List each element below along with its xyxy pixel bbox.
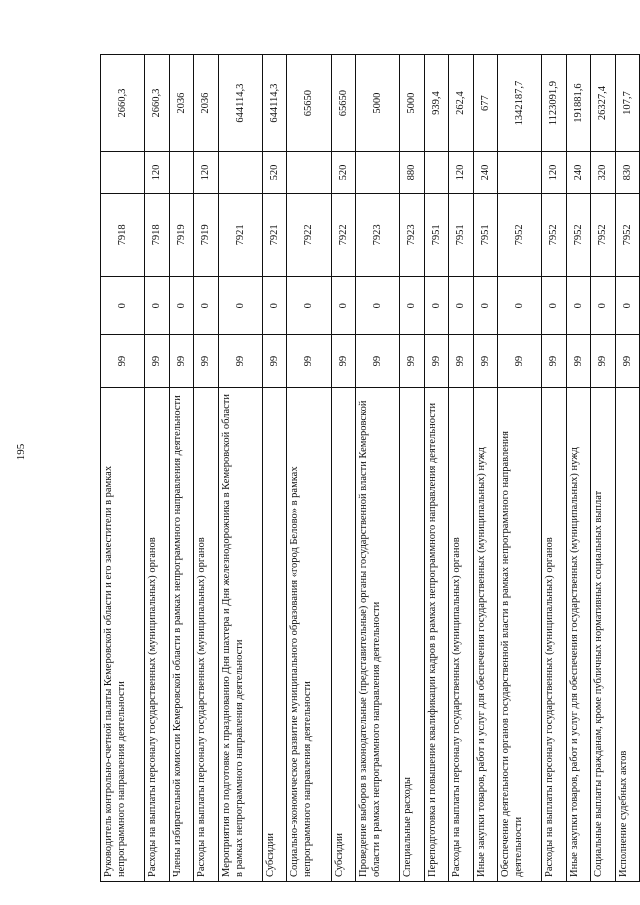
row-description: Члены избирательной комиссии Кемеровской области в рамках непрограммного направления деятельности: [169, 388, 193, 882]
subsection-code: 0: [497, 277, 541, 335]
amount: 191881,6: [566, 55, 590, 152]
section-code: 99: [145, 335, 169, 388]
target-article-code: 7951: [473, 193, 497, 276]
amount: 1123091,9: [542, 55, 566, 152]
table-row: [218, 55, 262, 882]
subsection-code: 0: [449, 277, 473, 335]
row-description: Расходы на выплаты персоналу государственных (муниципальных) органов: [449, 388, 473, 882]
subsection-code: 0: [591, 277, 615, 335]
expense-type-code: 240: [566, 152, 590, 194]
section-code: 99: [356, 335, 400, 388]
amount: 5000: [400, 55, 424, 152]
table-row: [262, 55, 286, 882]
section-code: 99: [194, 335, 218, 388]
section-code: 99: [331, 335, 355, 388]
section-code: 99: [566, 335, 590, 388]
subsection-code: 0: [566, 277, 590, 335]
table-row: [449, 55, 473, 882]
section-code: 99: [497, 335, 541, 388]
expense-type-code: [287, 152, 331, 194]
row-description: Переподготовка и повышение квалификации кадров в рамках непрограммного направления деятельности: [424, 388, 448, 882]
section-code: 99: [591, 335, 615, 388]
subsection-code: 0: [194, 277, 218, 335]
expense-type-code: [497, 152, 541, 194]
rotated-budget-table-container: [100, 54, 640, 882]
subsection-code: 0: [424, 277, 448, 335]
table-row: [497, 55, 541, 882]
subsection-code: 0: [356, 277, 400, 335]
expense-type-code: 120: [542, 152, 566, 194]
section-code: 99: [542, 335, 566, 388]
row-description: Проведение выборов в законодательные (представительные) органы государственной власти Кемеровской области в рамках непрограммного направления деятельности: [356, 388, 400, 882]
target-article-code: 7922: [331, 193, 355, 276]
amount: 65650: [331, 55, 355, 152]
amount: 262,4: [449, 55, 473, 152]
amount: 1342187,7: [497, 55, 541, 152]
amount: 644114,3: [262, 55, 286, 152]
amount: 939,4: [424, 55, 448, 152]
row-description: Специальные расходы: [400, 388, 424, 882]
table-row: [101, 55, 145, 882]
expense-type-code: [424, 152, 448, 194]
subsection-code: 0: [145, 277, 169, 335]
target-article-code: 7921: [218, 193, 262, 276]
row-description: Обеспечение деятельности органов государственной власти в рамках непрограммного направления деятельности: [497, 388, 541, 882]
row-description: Иные закупки товаров, работ и услуг для обеспечения государственных (муниципальных) нужд: [566, 388, 590, 882]
table-row: [400, 55, 424, 882]
target-article-code: 7951: [449, 193, 473, 276]
target-article-code: 7918: [145, 193, 169, 276]
target-article-code: 7952: [566, 193, 590, 276]
expense-type-code: [169, 152, 193, 194]
table-row: [169, 55, 193, 882]
target-article-code: 7919: [169, 193, 193, 276]
expense-type-code: [356, 152, 400, 194]
target-article-code: 7921: [262, 193, 286, 276]
table-row: [194, 55, 218, 882]
table-row: [287, 55, 331, 882]
expense-type-code: 120: [194, 152, 218, 194]
table-row: [331, 55, 355, 882]
section-code: 99: [169, 335, 193, 388]
amount: 26327,4: [591, 55, 615, 152]
target-article-code: 7951: [424, 193, 448, 276]
table-row: [356, 55, 400, 882]
subsection-code: 0: [287, 277, 331, 335]
subsection-code: 0: [218, 277, 262, 335]
row-description: Субсидии: [262, 388, 286, 882]
row-description: Расходы на выплаты персоналу государственных (муниципальных) органов: [145, 388, 169, 882]
subsection-code: 0: [615, 277, 639, 335]
subsection-code: 0: [331, 277, 355, 335]
page-number: 195: [15, 443, 27, 461]
section-code: 99: [615, 335, 639, 388]
amount: 65650: [287, 55, 331, 152]
table-row: [542, 55, 566, 882]
amount: 107,7: [615, 55, 639, 152]
target-article-code: 7952: [591, 193, 615, 276]
target-article-code: 7919: [194, 193, 218, 276]
target-article-code: 7918: [101, 193, 145, 276]
target-article-code: 7923: [356, 193, 400, 276]
table-row: [615, 55, 639, 882]
expense-type-code: 120: [449, 152, 473, 194]
amount: 2036: [194, 55, 218, 152]
section-code: 99: [287, 335, 331, 388]
subsection-code: 0: [262, 277, 286, 335]
expense-type-code: [218, 152, 262, 194]
section-code: 99: [473, 335, 497, 388]
subsection-code: 0: [101, 277, 145, 335]
row-description: Иные закупки товаров, работ и услуг для обеспечения государственных (муниципальных) нужд: [473, 388, 497, 882]
row-description: Расходы на выплаты персоналу государственных (муниципальных) органов: [542, 388, 566, 882]
section-code: 99: [262, 335, 286, 388]
table-row: [566, 55, 590, 882]
target-article-code: 7952: [615, 193, 639, 276]
expense-type-code: [101, 152, 145, 194]
expense-type-code: 880: [400, 152, 424, 194]
subsection-code: 0: [542, 277, 566, 335]
target-article-code: 7952: [497, 193, 541, 276]
row-description: Расходы на выплаты персоналу государственных (муниципальных) органов: [194, 388, 218, 882]
row-description: Руководитель контрольно-счетной палаты Кемеровской области и его заместители в рамках непрограммного направления деятельности: [101, 388, 145, 882]
budget-table: [100, 54, 640, 882]
amount: 644114,3: [218, 55, 262, 152]
section-code: 99: [218, 335, 262, 388]
subsection-code: 0: [473, 277, 497, 335]
expense-type-code: 520: [262, 152, 286, 194]
amount: 2036: [169, 55, 193, 152]
section-code: 99: [400, 335, 424, 388]
amount: 2660,3: [145, 55, 169, 152]
target-article-code: 7952: [542, 193, 566, 276]
table-row: [145, 55, 169, 882]
row-description: Субсидии: [331, 388, 355, 882]
table-row: [424, 55, 448, 882]
table-row: [473, 55, 497, 882]
expense-type-code: 830: [615, 152, 639, 194]
row-description: Социальные выплаты гражданам, кроме публичных нормативных социальных выплат: [591, 388, 615, 882]
amount: 5000: [356, 55, 400, 152]
target-article-code: 7923: [400, 193, 424, 276]
row-description: Исполнение судебных актов: [615, 388, 639, 882]
budget-table-body: [101, 55, 640, 882]
section-code: 99: [449, 335, 473, 388]
amount: 2660,3: [101, 55, 145, 152]
table-row: [591, 55, 615, 882]
amount: 677: [473, 55, 497, 152]
subsection-code: 0: [400, 277, 424, 335]
subsection-code: 0: [169, 277, 193, 335]
expense-type-code: 240: [473, 152, 497, 194]
expense-type-code: 520: [331, 152, 355, 194]
section-code: 99: [424, 335, 448, 388]
expense-type-code: 120: [145, 152, 169, 194]
expense-type-code: 320: [591, 152, 615, 194]
section-code: 99: [101, 335, 145, 388]
row-description: Социально-экономическое развитие муниципального образования «город Белово» в рамках непрограммного направления деятельности: [287, 388, 331, 882]
row-description: Мероприятия по подготовке к празднованию Дня шахтера и Дня железнодорожника в Кемеровской области в рамках непрограммного направления деятельности: [218, 388, 262, 882]
target-article-code: 7922: [287, 193, 331, 276]
